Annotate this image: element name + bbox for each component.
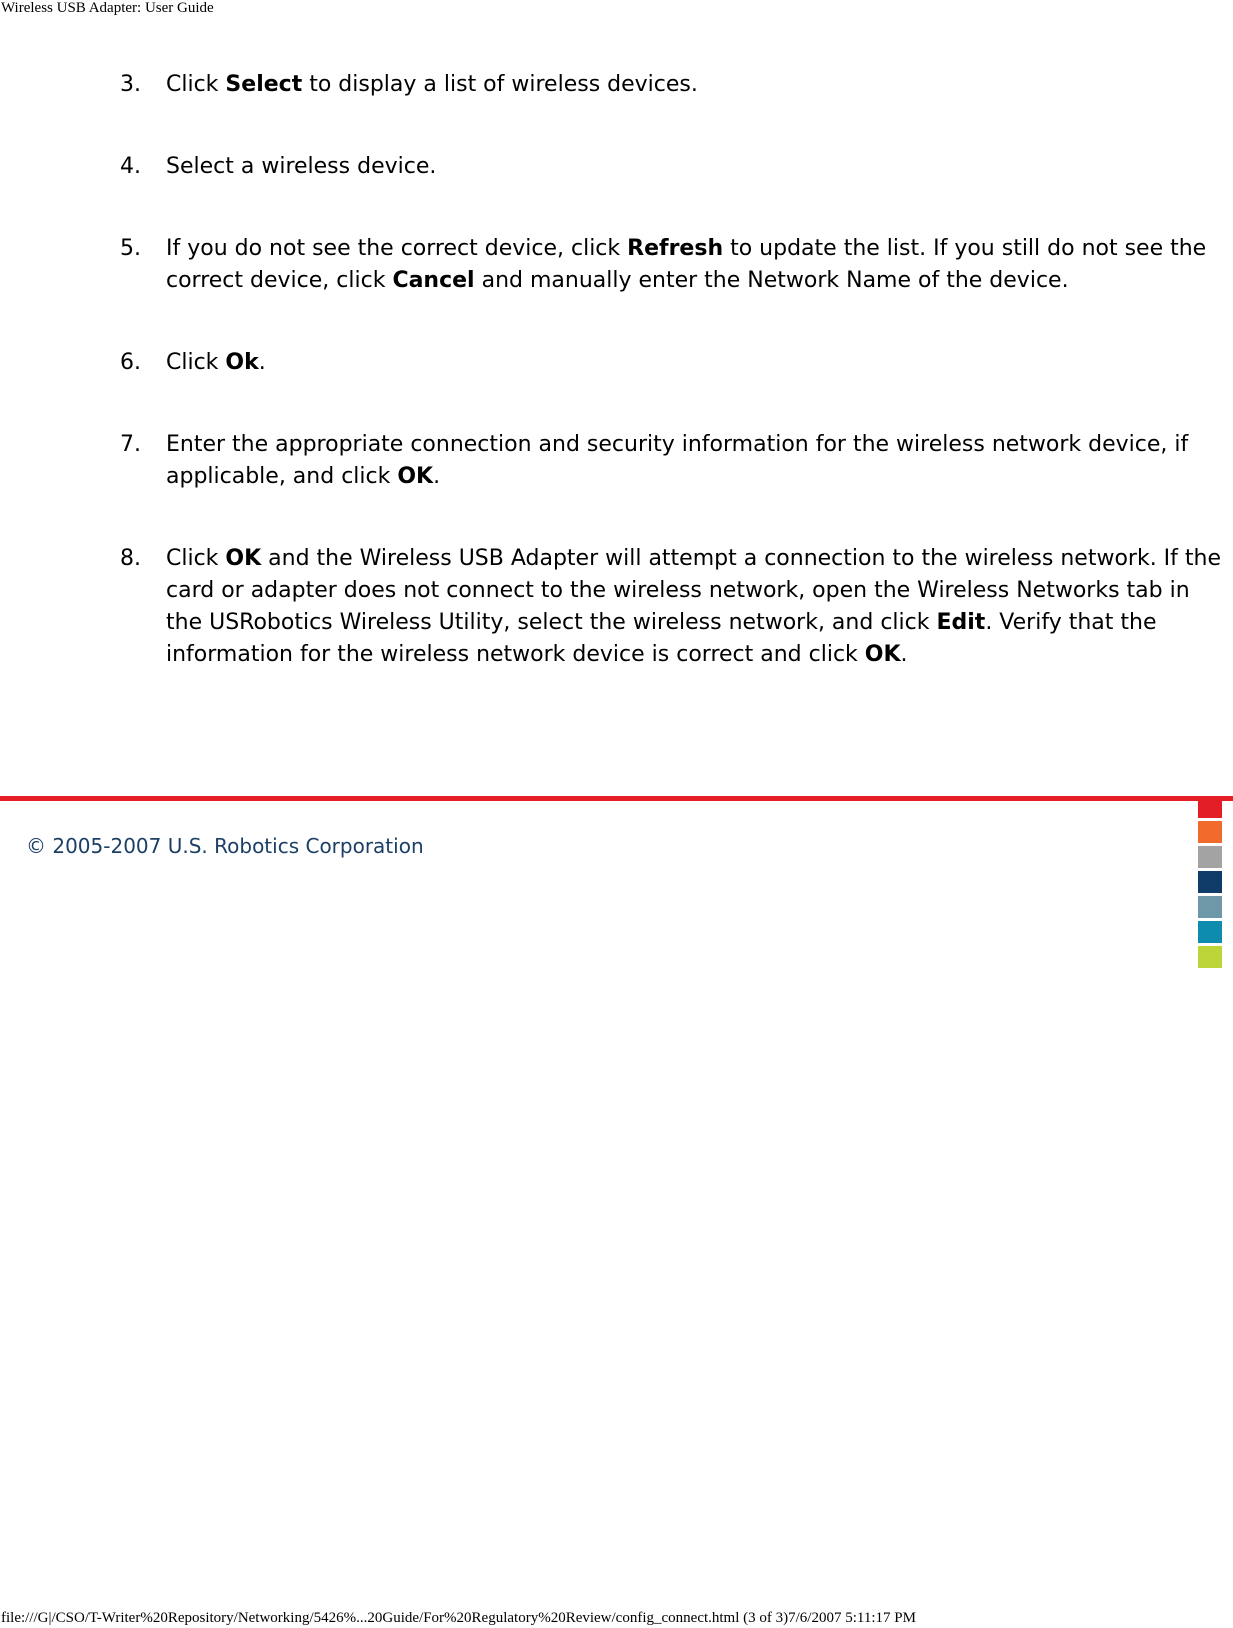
ui-term-edit: Edit: [936, 610, 986, 635]
step-text: Click: [166, 350, 226, 375]
footer-divider-rule: [0, 796, 1233, 801]
step-item: [0, 69, 1233, 101]
step-text: .: [433, 464, 441, 489]
ui-term-refresh: Refresh: [627, 236, 724, 261]
ui-term-ok: OK: [225, 546, 262, 571]
step-text: to update the list. If you still do not see the correct device, click: [166, 236, 1207, 293]
step-text: Select a wireless device.: [166, 154, 437, 179]
step-number: 7.: [120, 432, 141, 457]
step-item: [0, 151, 1233, 183]
ui-term-ok: OK: [397, 464, 434, 489]
step-text: .: [900, 642, 908, 667]
color-swatch-teal: [1198, 921, 1222, 943]
copyright-notice: © 2005-2007 U.S. Robotics Corporation: [26, 834, 424, 858]
color-swatch-slate: [1198, 896, 1222, 918]
step-item: [0, 543, 1233, 671]
color-swatch-gray: [1198, 846, 1222, 868]
step-text: If you do not see the correct device, click: [166, 236, 628, 261]
page-header-title: Wireless USB Adapter: User Guide: [1, 0, 214, 16]
ui-term-select: Select: [225, 72, 303, 97]
step-text: Click: [166, 546, 226, 571]
step-number: 5.: [120, 236, 141, 261]
step-number: 6.: [120, 350, 141, 375]
step-item: [0, 347, 1233, 379]
step-item: [0, 429, 1233, 493]
step-number: 4.: [120, 154, 141, 179]
step-text: Click: [166, 72, 226, 97]
step-item: [0, 233, 1233, 297]
color-swatch-orange: [1198, 821, 1222, 843]
step-text: and manually enter the Network Name of the device.: [474, 268, 1069, 293]
step-number: 8.: [120, 546, 141, 571]
color-swatch-navy: [1198, 871, 1222, 893]
step-text: to display a list of wireless devices.: [302, 72, 698, 97]
ui-term-ok: OK: [864, 642, 901, 667]
step-number: 3.: [120, 72, 141, 97]
color-swatch-lime: [1198, 946, 1222, 968]
ui-term-ok: Ok: [225, 350, 259, 375]
step-text: . Verify that the information for the wireless network device is correct and click: [166, 610, 1157, 667]
step-text: Enter the appropriate connection and security information for the wireless network device, if applicable, and click: [166, 432, 1189, 489]
color-swatch-red: [1198, 796, 1222, 818]
instruction-steps-list: [0, 69, 1233, 721]
step-text: and the Wireless USB Adapter will attempt a connection to the wireless network. If the card or adapter does not connect to the wireless network, open the Wireless Networks tab in the USRobotics Wireless Utility, select the wireless network, and click: [166, 546, 1222, 635]
step-text: .: [258, 350, 266, 375]
brand-color-swatches: [1198, 796, 1222, 971]
file-path-footer: file:///G|/CSO/T-Writer%20Repository/Networking/5426%...20Guide/For%20Regulatory%20Review/config_connect.html (3 of 3)7/6/2007 5:11:17 PM: [1, 1610, 916, 1626]
ui-term-cancel: Cancel: [392, 268, 475, 293]
